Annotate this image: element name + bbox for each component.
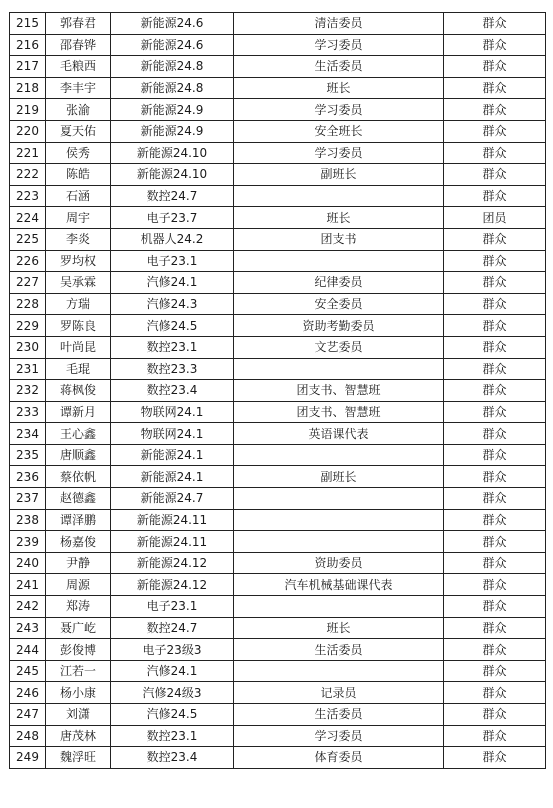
political-status-cell: 群众: [444, 639, 546, 661]
student-name-cell: 毛琨: [46, 358, 111, 380]
student-name-cell: 毛粮西: [46, 56, 111, 78]
student-name-cell: 唐茂林: [46, 725, 111, 747]
student-name-cell: 周源: [46, 574, 111, 596]
table-row: [10, 56, 546, 78]
political-status-cell: 群众: [444, 682, 546, 704]
row-number-cell: 232: [10, 380, 46, 402]
student-name-cell: 王心鑫: [46, 423, 111, 445]
class-cell: 新能源24.6: [111, 34, 234, 56]
student-name-cell: 罗陈良: [46, 315, 111, 337]
student-name-cell: 郭春君: [46, 13, 111, 35]
student-name-cell: 李丰宇: [46, 77, 111, 99]
table-row: [10, 725, 546, 747]
class-cell: 汽修24.1: [111, 660, 234, 682]
student-name-cell: 邵春铧: [46, 34, 111, 56]
political-status-cell: 群众: [444, 488, 546, 510]
political-status-cell: 群众: [444, 704, 546, 726]
political-status-cell: 群众: [444, 250, 546, 272]
role-cell: 文艺委员: [234, 336, 444, 358]
row-number-cell: 224: [10, 207, 46, 229]
student-name-cell: 侯秀: [46, 142, 111, 164]
row-number-cell: 244: [10, 639, 46, 661]
class-cell: 新能源24.11: [111, 509, 234, 531]
role-cell: 班长: [234, 617, 444, 639]
table-row: [10, 120, 546, 142]
table-row: [10, 99, 546, 121]
political-status-cell: 群众: [444, 120, 546, 142]
political-status-cell: 群众: [444, 531, 546, 553]
student-name-cell: 吴承霖: [46, 272, 111, 294]
political-status-cell: 群众: [444, 34, 546, 56]
student-name-cell: 石涵: [46, 185, 111, 207]
table-row: [10, 380, 546, 402]
table-row: [10, 466, 546, 488]
role-cell: 团支书: [234, 228, 444, 250]
row-number-cell: 223: [10, 185, 46, 207]
class-cell: 机器人24.2: [111, 228, 234, 250]
student-name-cell: 罗均权: [46, 250, 111, 272]
political-status-cell: 群众: [444, 380, 546, 402]
class-cell: 物联网24.1: [111, 423, 234, 445]
table-row: [10, 531, 546, 553]
student-name-cell: 郑涛: [46, 596, 111, 618]
role-cell: [234, 596, 444, 618]
role-cell: 学习委员: [234, 725, 444, 747]
student-name-cell: 杨嘉俊: [46, 531, 111, 553]
political-status-cell: 群众: [444, 747, 546, 769]
row-number-cell: 216: [10, 34, 46, 56]
table-row: [10, 444, 546, 466]
table-row: [10, 660, 546, 682]
role-cell: 纪律委员: [234, 272, 444, 294]
row-number-cell: 236: [10, 466, 46, 488]
row-number-cell: 225: [10, 228, 46, 250]
student-name-cell: 聂广屹: [46, 617, 111, 639]
table-row: [10, 358, 546, 380]
student-name-cell: 张渝: [46, 99, 111, 121]
political-status-cell: 群众: [444, 401, 546, 423]
class-cell: 汽修24.5: [111, 315, 234, 337]
row-number-cell: 242: [10, 596, 46, 618]
political-status-cell: 群众: [444, 315, 546, 337]
row-number-cell: 245: [10, 660, 46, 682]
political-status-cell: 群众: [444, 358, 546, 380]
row-number-cell: 229: [10, 315, 46, 337]
role-cell: 学习委员: [234, 99, 444, 121]
role-cell: 英语课代表: [234, 423, 444, 445]
row-number-cell: 230: [10, 336, 46, 358]
student-name-cell: 周宇: [46, 207, 111, 229]
role-cell: 安全委员: [234, 293, 444, 315]
political-status-cell: 群众: [444, 423, 546, 445]
row-number-cell: 243: [10, 617, 46, 639]
class-cell: 电子23.1: [111, 250, 234, 272]
class-cell: 数控24.7: [111, 185, 234, 207]
political-status-cell: 群众: [444, 56, 546, 78]
role-cell: 团支书、智慧班: [234, 380, 444, 402]
role-cell: 体育委员: [234, 747, 444, 769]
class-cell: 新能源24.12: [111, 574, 234, 596]
table-row: [10, 639, 546, 661]
row-number-cell: 246: [10, 682, 46, 704]
class-cell: 汽修24级3: [111, 682, 234, 704]
role-cell: [234, 531, 444, 553]
political-status-cell: 群众: [444, 185, 546, 207]
table-row: [10, 228, 546, 250]
class-cell: 新能源24.8: [111, 56, 234, 78]
table-row: [10, 164, 546, 186]
class-cell: 数控23.4: [111, 380, 234, 402]
row-number-cell: 218: [10, 77, 46, 99]
political-status-cell: 群众: [444, 272, 546, 294]
student-name-cell: 赵德鑫: [46, 488, 111, 510]
class-cell: 新能源24.12: [111, 552, 234, 574]
table-row: [10, 617, 546, 639]
row-number-cell: 241: [10, 574, 46, 596]
table-row: [10, 185, 546, 207]
student-name-cell: 李炎: [46, 228, 111, 250]
class-cell: 新能源24.1: [111, 466, 234, 488]
role-cell: 资助委员: [234, 552, 444, 574]
student-name-cell: 江若一: [46, 660, 111, 682]
table-row: [10, 682, 546, 704]
role-cell: 记录员: [234, 682, 444, 704]
class-cell: 新能源24.11: [111, 531, 234, 553]
class-cell: 新能源24.10: [111, 142, 234, 164]
class-cell: 新能源24.9: [111, 120, 234, 142]
role-cell: [234, 250, 444, 272]
student-name-cell: 叶尚昆: [46, 336, 111, 358]
class-cell: 新能源24.8: [111, 77, 234, 99]
political-status-cell: 群众: [444, 142, 546, 164]
class-cell: 物联网24.1: [111, 401, 234, 423]
row-number-cell: 233: [10, 401, 46, 423]
row-number-cell: 226: [10, 250, 46, 272]
role-cell: [234, 488, 444, 510]
role-cell: 学习委员: [234, 34, 444, 56]
table-row: [10, 77, 546, 99]
student-name-cell: 魏浮旺: [46, 747, 111, 769]
row-number-cell: 221: [10, 142, 46, 164]
row-number-cell: 222: [10, 164, 46, 186]
student-name-cell: 谭泽鹏: [46, 509, 111, 531]
class-cell: 汽修24.1: [111, 272, 234, 294]
political-status-cell: 群众: [444, 228, 546, 250]
role-cell: 副班长: [234, 164, 444, 186]
table-row: [10, 336, 546, 358]
class-cell: 数控23.4: [111, 747, 234, 769]
role-cell: 资助考勤委员: [234, 315, 444, 337]
class-cell: 电子23.7: [111, 207, 234, 229]
role-cell: 团支书、智慧班: [234, 401, 444, 423]
table-row: [10, 13, 546, 35]
class-cell: 汽修24.3: [111, 293, 234, 315]
political-status-cell: 群众: [444, 574, 546, 596]
student-name-cell: 谭新月: [46, 401, 111, 423]
student-name-cell: 唐顺鑫: [46, 444, 111, 466]
role-cell: 清洁委员: [234, 13, 444, 35]
role-cell: 生活委员: [234, 56, 444, 78]
class-cell: 数控23.1: [111, 336, 234, 358]
table-row: [10, 293, 546, 315]
role-cell: 副班长: [234, 466, 444, 488]
row-number-cell: 219: [10, 99, 46, 121]
student-name-cell: 蒋枫俊: [46, 380, 111, 402]
table-row: [10, 401, 546, 423]
row-number-cell: 231: [10, 358, 46, 380]
table-row: [10, 574, 546, 596]
student-name-cell: 蔡依帆: [46, 466, 111, 488]
table-row: [10, 509, 546, 531]
class-cell: 电子23.1: [111, 596, 234, 618]
class-cell: 电子23级3: [111, 639, 234, 661]
political-status-cell: 团员: [444, 207, 546, 229]
political-status-cell: 群众: [444, 164, 546, 186]
row-number-cell: 220: [10, 120, 46, 142]
table-row: [10, 596, 546, 618]
student-roster-table: [9, 12, 546, 769]
row-number-cell: 247: [10, 704, 46, 726]
roster-body: [10, 13, 546, 769]
class-cell: 新能源24.1: [111, 444, 234, 466]
political-status-cell: 群众: [444, 77, 546, 99]
political-status-cell: 群众: [444, 466, 546, 488]
role-cell: [234, 660, 444, 682]
table-row: [10, 142, 546, 164]
student-name-cell: 方瑞: [46, 293, 111, 315]
row-number-cell: 227: [10, 272, 46, 294]
row-number-cell: 237: [10, 488, 46, 510]
table-row: [10, 272, 546, 294]
role-cell: [234, 358, 444, 380]
table-row: [10, 552, 546, 574]
row-number-cell: 234: [10, 423, 46, 445]
row-number-cell: 217: [10, 56, 46, 78]
political-status-cell: 群众: [444, 336, 546, 358]
table-row: [10, 34, 546, 56]
political-status-cell: 群众: [444, 552, 546, 574]
row-number-cell: 215: [10, 13, 46, 35]
table-row: [10, 423, 546, 445]
row-number-cell: 228: [10, 293, 46, 315]
row-number-cell: 249: [10, 747, 46, 769]
table-row: [10, 488, 546, 510]
political-status-cell: 群众: [444, 617, 546, 639]
class-cell: 新能源24.7: [111, 488, 234, 510]
role-cell: 安全班长: [234, 120, 444, 142]
student-name-cell: 刘潇: [46, 704, 111, 726]
table-row: [10, 747, 546, 769]
political-status-cell: 群众: [444, 509, 546, 531]
student-name-cell: 彭俊博: [46, 639, 111, 661]
political-status-cell: 群众: [444, 660, 546, 682]
table-row: [10, 704, 546, 726]
row-number-cell: 238: [10, 509, 46, 531]
student-name-cell: 夏天佑: [46, 120, 111, 142]
political-status-cell: 群众: [444, 725, 546, 747]
row-number-cell: 239: [10, 531, 46, 553]
political-status-cell: 群众: [444, 99, 546, 121]
role-cell: 汽车机械基础课代表: [234, 574, 444, 596]
class-cell: 汽修24.5: [111, 704, 234, 726]
table-row: [10, 315, 546, 337]
row-number-cell: 248: [10, 725, 46, 747]
row-number-cell: 235: [10, 444, 46, 466]
political-status-cell: 群众: [444, 444, 546, 466]
role-cell: 生活委员: [234, 704, 444, 726]
role-cell: [234, 509, 444, 531]
class-cell: 数控23.3: [111, 358, 234, 380]
student-name-cell: 尹静: [46, 552, 111, 574]
political-status-cell: 群众: [444, 13, 546, 35]
table-row: [10, 207, 546, 229]
class-cell: 数控24.7: [111, 617, 234, 639]
table-row: [10, 250, 546, 272]
class-cell: 数控23.1: [111, 725, 234, 747]
role-cell: 班长: [234, 207, 444, 229]
political-status-cell: 群众: [444, 596, 546, 618]
role-cell: [234, 444, 444, 466]
role-cell: 学习委员: [234, 142, 444, 164]
role-cell: 生活委员: [234, 639, 444, 661]
class-cell: 新能源24.6: [111, 13, 234, 35]
role-cell: 班长: [234, 77, 444, 99]
role-cell: [234, 185, 444, 207]
student-name-cell: 陈皓: [46, 164, 111, 186]
class-cell: 新能源24.10: [111, 164, 234, 186]
class-cell: 新能源24.9: [111, 99, 234, 121]
political-status-cell: 群众: [444, 293, 546, 315]
row-number-cell: 240: [10, 552, 46, 574]
student-name-cell: 杨小康: [46, 682, 111, 704]
